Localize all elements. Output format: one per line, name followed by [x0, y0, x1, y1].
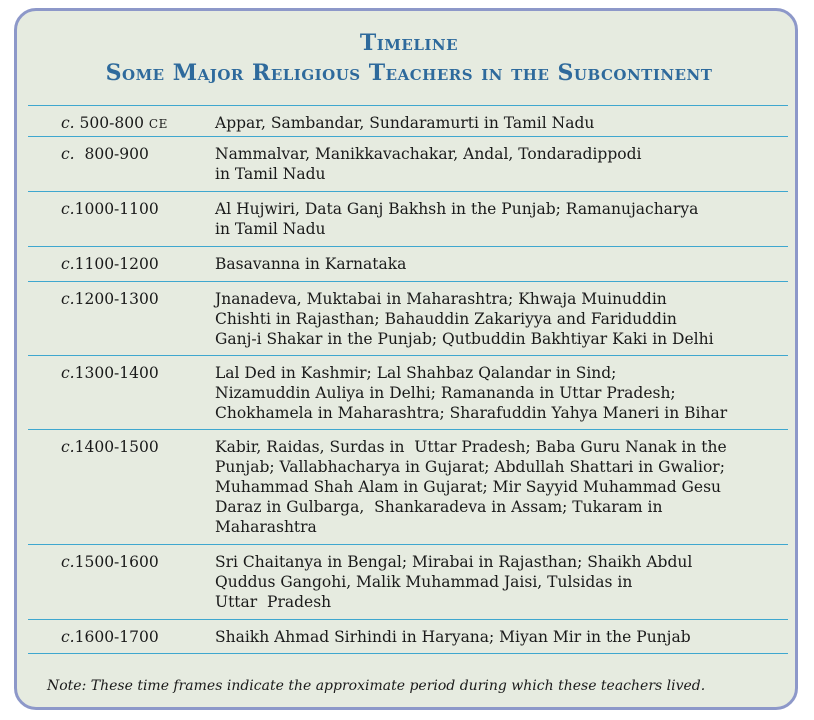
page-subtitle: Some Major Religious Teachers in the Subcontinent — [105, 60, 713, 86]
table-row — [28, 105, 788, 136]
date-cell: c.1200-1300 — [61, 290, 159, 308]
table-row — [28, 136, 788, 191]
timeline-table — [28, 105, 788, 654]
date-cell: c.1500-1600 — [61, 553, 159, 571]
date-cell: c.1000-1100 — [61, 200, 159, 218]
table-row — [28, 355, 788, 429]
table-row — [28, 544, 788, 619]
teachers-cell: Jnanadeva, Muktabai in Maharashtra; Khwaja Muinuddin Chishti in Rajasthan; Bahauddin Zakariyya and Fariduddin Ganj-i Shakar in the Punjab; Qutbuddin Bakhtiyar Kaki in Delhi — [215, 290, 714, 348]
date-cell: c.1600-1700 — [61, 628, 159, 646]
footnote: Note: These time frames indicate the approximate period during which these teachers lived. — [47, 678, 706, 694]
teachers-cell: Lal Ded in Kashmir; Lal Shahbaz Qalandar in Sind; Nizamuddin Auliya in Delhi; Ramananda in Uttar Pradesh; Chokhamela in Maharashtra; Sharafuddin Yahya Maneri in Bihar — [215, 364, 728, 422]
teachers-cell: Shaikh Ahmad Sirhindi in Haryana; Miyan Mir in the Punjab — [215, 628, 691, 646]
table-row — [28, 429, 788, 544]
teachers-cell: Nammalvar, Manikkavachakar, Andal, Tondaradippodi in Tamil Nadu — [215, 145, 642, 183]
teachers-cell: Basavanna in Karnataka — [215, 255, 407, 273]
teachers-cell: Sri Chaitanya in Bengal; Mirabai in Rajasthan; Shaikh Abdul Quddus Gangohi, Malik Muhammad Jaisi, Tulsidas in Uttar Pradesh — [215, 553, 693, 611]
timeline-box — [14, 8, 798, 710]
teachers-cell: Al Hujwiri, Data Ganj Bakhsh in the Punjab; Ramanujacharya in Tamil Nadu — [215, 200, 699, 238]
date-cell: c.1100-1200 — [61, 255, 159, 273]
page-title: Timeline — [359, 30, 459, 56]
date-cell: c.1300-1400 — [61, 364, 159, 382]
table-row — [28, 281, 788, 355]
teachers-cell: Kabir, Raidas, Surdas in Uttar Pradesh; Baba Guru Nanak in the Punjab; Vallabhacharya in Gujarat; Abdullah Shattari in Gwalior; Muhammad Shah Alam in Gujarat; Mir Sayyid Muhammad Gesu Daraz in Gulbarga, Shankaradeva in Assam; Tukaram in Maharashtra — [215, 438, 727, 536]
table-row — [28, 191, 788, 246]
date-cell: c. 800-900 — [61, 145, 149, 163]
table-row — [28, 246, 788, 281]
date-cell: c.1400-1500 — [61, 438, 159, 456]
teachers-cell: Appar, Sambandar, Sundaramurti in Tamil Nadu — [215, 114, 595, 132]
table-row — [28, 619, 788, 654]
date-cell: c. 500-800 CE — [61, 114, 168, 132]
